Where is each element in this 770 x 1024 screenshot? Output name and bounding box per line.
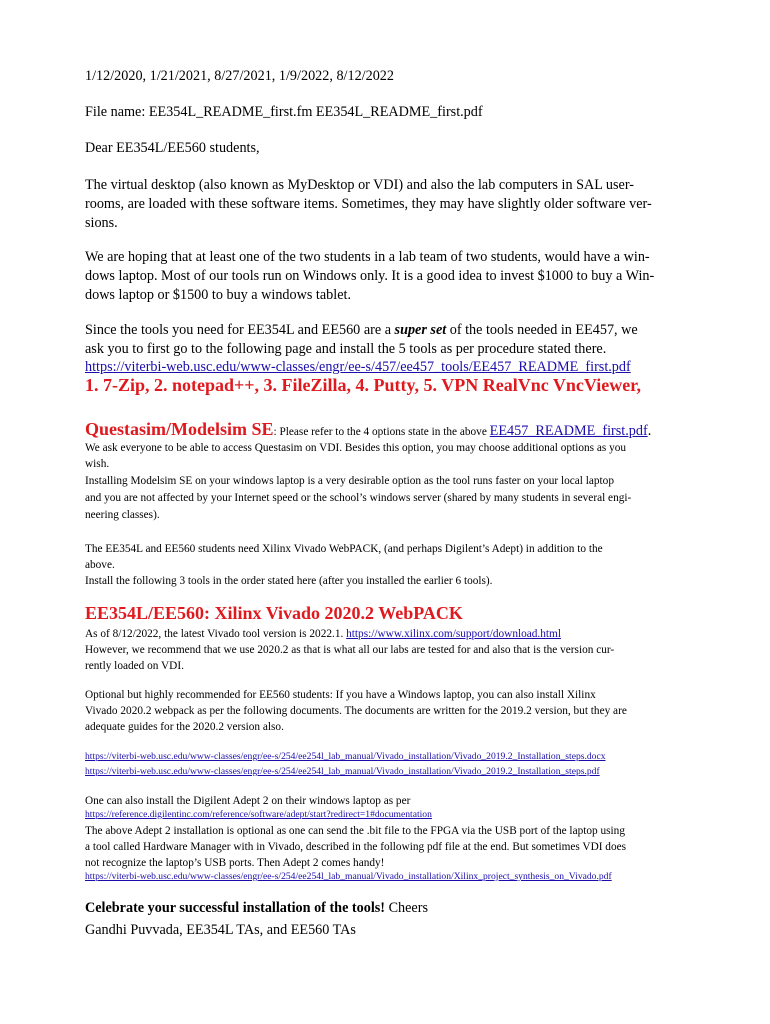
questasim-heading: Questasim/Modelsim SE [85, 419, 274, 439]
digilent-adept-link[interactable]: https://reference.digilentinc.com/reference/software/adept/start?redirect=1#documentation [85, 809, 432, 820]
vivado-intro-line2: above. [85, 559, 115, 571]
ee457-readme-pdf-link[interactable]: EE457_README_first.pdf [489, 423, 648, 439]
optional-line3: adequate guides for the 2020.2 version also. [85, 721, 284, 733]
vivado-line1: As of 8/12/2022, the latest Vivado tool version is 2022.1. https://www.xilinx.com/support/download.html [85, 628, 561, 640]
ee457-readme-link[interactable]: https://viterbi-web.usc.edu/www-classes/engr/ee-s/457/ee457_tools/EE457_README_first.pdf [85, 359, 631, 375]
para2-line1: We are hoping that at least one of the two students in a lab team of two students, would have a win- [85, 249, 650, 265]
para1-line3: sions. [85, 215, 118, 231]
para2-line2: dows laptop. Most of our tools run on Windows only. It is a good idea to invest $1000 to buy a Win- [85, 268, 655, 284]
vivado-heading: EE354L/EE560: Xilinx Vivado 2020.2 WebPACK [85, 603, 463, 623]
greeting: Dear EE354L/EE560 students, [85, 140, 260, 156]
super-set-emphasis: super set [394, 322, 447, 338]
questasim-line: Questasim/Modelsim SE: Please refer to the 4 options state in the above EE457_README_first.pdf. [85, 419, 652, 439]
vivado-line3: rently loaded on VDI. [85, 660, 184, 672]
closing-line: Celebrate your successful installation of the tools! Cheers [85, 900, 428, 916]
vivado-steps-pdf-link[interactable]: https://viterbi-web.usc.edu/www-classes/engr/ee-s/254/ee254l_lab_manual/Vivado_installation/Vivado_2019.2_Installation_steps.pdf [85, 766, 600, 777]
celebrate-text: Celebrate your successful installation of the tools! [85, 900, 386, 916]
tools-list-heading: 1. 7-Zip, 2. notepad++, 3. FileZilla, 4. Putty, 5. VPN RealVnc VncViewer, [85, 375, 642, 395]
optional-line1: Optional but highly recommended for EE560 students: If you have a Windows laptop, you can also install Xilinx [85, 689, 596, 701]
signature: Gandhi Puvvada, EE354L TAs, and EE560 TAs [85, 922, 356, 938]
questa-line2: wish. [85, 458, 110, 470]
para3-line2: ask you to first go to the following page and install the 5 tools as per procedure stated there. [85, 341, 607, 357]
para1-line1: The virtual desktop (also known as MyDesktop or VDI) and also the lab computers in SAL user- [85, 177, 634, 193]
optional-line2: Vivado 2020.2 webpack as per the following documents. The documents are written for the 2019.2 version, but they are [85, 705, 627, 717]
questa-line3: Installing Modelsim SE on your windows laptop is a very desirable option as the tool runs faster on your local laptop [85, 475, 614, 487]
adept-line1: One can also install the Digilent Adept 2 on their windows laptop as per [85, 795, 411, 807]
questa-line1: We ask everyone to be able to access Questasim on VDI. Besides this option, you may choose additional options as you [85, 442, 627, 454]
vivado-synthesis-pdf-link[interactable]: https://viterbi-web.usc.edu/www-classes/engr/ee-s/254/ee254l_lab_manual/Vivado_installation/Xilinx_project_synthesis_on_Vivado.pdf [85, 871, 612, 882]
questa-line4: and you are not affected by your Internet speed or the school’s windows server (shared by many students in several engi- [85, 492, 632, 504]
adept-line4: not recognize the laptop’s USB ports. Then Adept 2 comes handy! [85, 857, 385, 869]
para3-line1: Since the tools you need for EE354L and EE560 are a super set of the tools needed in EE457, we [85, 322, 638, 338]
file-name: File name: EE354L_README_first.fm EE354L_README_first.pdf [85, 104, 483, 120]
revision-dates: 1/12/2020, 1/21/2021, 8/27/2021, 1/9/2022, 8/12/2022 [85, 68, 394, 84]
vivado-steps-docx-link[interactable]: https://viterbi-web.usc.edu/www-classes/engr/ee-s/254/ee254l_lab_manual/Vivado_installation/Vivado_2019.2_Installation_steps.docx [85, 751, 606, 762]
adept-line2: The above Adept 2 installation is optional as one can send the .bit file to the FPGA via the USB port of the laptop using [85, 825, 625, 837]
questa-line5: neering classes). [85, 509, 160, 521]
para2-line3: dows laptop or $1500 to buy a windows tablet. [85, 287, 351, 303]
vivado-line2: However, we recommend that we use 2020.2 as that is what all our labs are tested for and also that is the version cur- [85, 644, 615, 656]
para1-line2: rooms, are loaded with these software items. Sometimes, they may have slightly older software ver- [85, 196, 652, 212]
adept-line3: a tool called Hardware Manager with in Vivado, described in the following pdf file at the end. But sometimes VDI does [85, 841, 627, 853]
vivado-intro-line3: Install the following 3 tools in the order stated here (after you installed the earlier 6 tools). [85, 575, 493, 587]
xilinx-download-link[interactable]: https://www.xilinx.com/support/download.html [346, 628, 561, 640]
vivado-intro-line1: The EE354L and EE560 students need Xilinx Vivado WebPACK, (and perhaps Digilent’s Adept) in addition to the [85, 543, 603, 555]
